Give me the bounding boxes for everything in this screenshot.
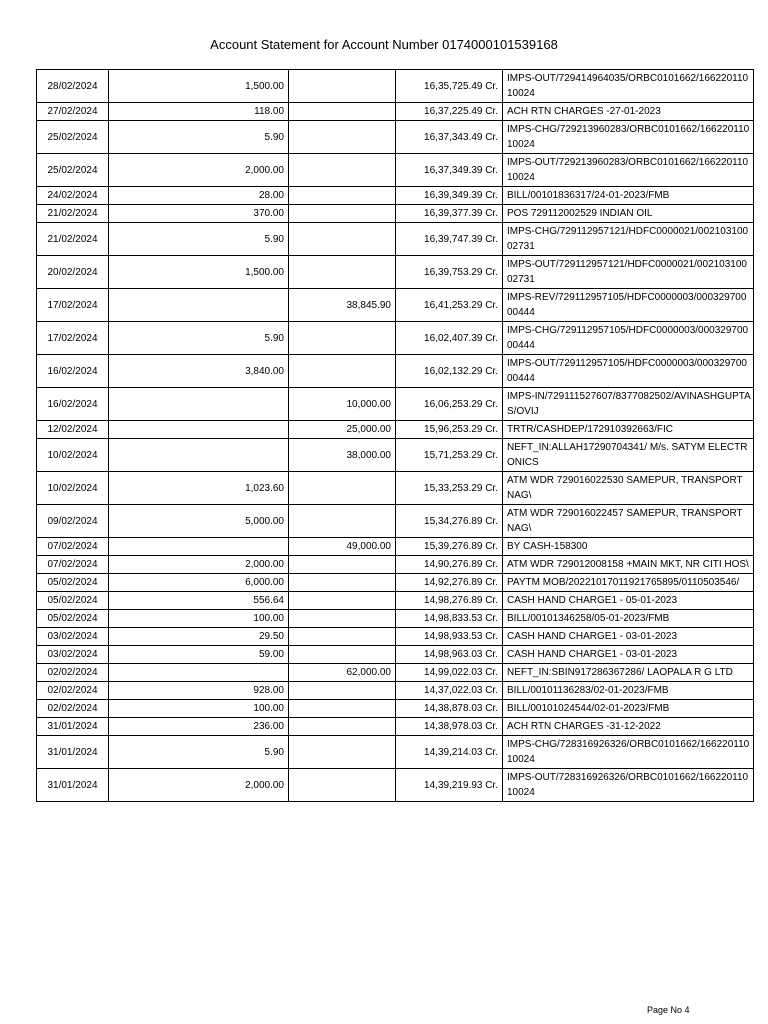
table-row [37,472,754,505]
date-cell: 07/02/2024 [37,538,109,556]
withdrawal-cell: 5.90 [109,223,289,256]
description-cell: NEFT_IN:ALLAH17290704341/ M/s. SATYM ELECTRONICS [503,439,754,472]
description-cell: BILL/00101346258/05-01-2023/FMB [503,610,754,628]
description-cell: ATM WDR 729016022530 SAMEPUR, TRANSPORT NAG\ [503,472,754,505]
table-row [37,439,754,472]
table-row [37,121,754,154]
description-cell: ACH RTN CHARGES -27-01-2023 [503,103,754,121]
table-row [37,256,754,289]
withdrawal-cell [109,289,289,322]
table-row [37,322,754,355]
description-cell: IMPS-IN/729111527607/8377082502/AVINASHGUPTAS/OVIJ [503,388,754,421]
balance-cell: 14,39,214.03 Cr. [396,736,503,769]
description-cell: NEFT_IN:SBIN917286367286/ LAOPALA R G LTD [503,664,754,682]
description-cell: CASH HAND CHARGE1 - 03-01-2023 [503,628,754,646]
date-cell: 12/02/2024 [37,421,109,439]
date-cell: 28/02/2024 [37,70,109,103]
balance-cell: 14,98,833.53 Cr. [396,610,503,628]
deposit-cell [289,355,396,388]
table-row [37,700,754,718]
description-cell: IMPS-CHG/728316926326/ORBC0101662/16622011010024 [503,736,754,769]
withdrawal-cell: 1,500.00 [109,256,289,289]
table-row [37,628,754,646]
withdrawal-cell: 3,840.00 [109,355,289,388]
date-cell: 07/02/2024 [37,556,109,574]
balance-cell: 15,34,276.89 Cr. [396,505,503,538]
date-cell: 02/02/2024 [37,682,109,700]
balance-cell: 14,90,276.89 Cr. [396,556,503,574]
balance-cell: 15,71,253.29 Cr. [396,439,503,472]
description-cell: IMPS-OUT/728316926326/ORBC0101662/16622011010024 [503,769,754,802]
withdrawal-cell [109,421,289,439]
deposit-cell: 38,000.00 [289,439,396,472]
table-row [37,70,754,103]
withdrawal-cell: 370.00 [109,205,289,223]
deposit-cell [289,736,396,769]
balance-cell: 16,39,377.39 Cr. [396,205,503,223]
withdrawal-cell: 5.90 [109,736,289,769]
withdrawal-cell: 59.00 [109,646,289,664]
table-row [37,205,754,223]
balance-cell: 15,33,253.29 Cr. [396,472,503,505]
date-cell: 21/02/2024 [37,223,109,256]
description-cell: CASH HAND CHARGE1 - 05-01-2023 [503,592,754,610]
table-row [37,769,754,802]
deposit-cell [289,556,396,574]
withdrawal-cell: 928.00 [109,682,289,700]
deposit-cell [289,223,396,256]
deposit-cell [289,103,396,121]
withdrawal-cell: 1,023.60 [109,472,289,505]
balance-cell: 16,39,753.29 Cr. [396,256,503,289]
withdrawal-cell: 556.64 [109,592,289,610]
description-cell: IMPS-OUT/729213960283/ORBC0101662/16622011010024 [503,154,754,187]
balance-cell: 14,38,878.03 Cr. [396,700,503,718]
withdrawal-cell [109,439,289,472]
withdrawal-cell: 100.00 [109,700,289,718]
balance-cell: 16,39,349.39 Cr. [396,187,503,205]
deposit-cell [289,154,396,187]
deposit-cell [289,205,396,223]
balance-cell: 16,39,747.39 Cr. [396,223,503,256]
date-cell: 20/02/2024 [37,256,109,289]
date-cell: 31/01/2024 [37,736,109,769]
withdrawal-cell: 2,000.00 [109,556,289,574]
description-cell: ATM WDR 729016022457 SAMEPUR, TRANSPORT NAG\ [503,505,754,538]
description-cell: BILL/00101024544/02-01-2023/FMB [503,700,754,718]
withdrawal-cell: 6,000.00 [109,574,289,592]
deposit-cell [289,505,396,538]
description-cell: IMPS-CHG/729213960283/ORBC0101662/16622011010024 [503,121,754,154]
table-row [37,421,754,439]
date-cell: 24/02/2024 [37,187,109,205]
deposit-cell: 38,845.90 [289,289,396,322]
deposit-cell [289,187,396,205]
deposit-cell: 49,000.00 [289,538,396,556]
deposit-cell: 62,000.00 [289,664,396,682]
description-cell: ATM WDR 729012008158 +MAIN MKT, NR CITI HOS\ [503,556,754,574]
balance-cell: 14,39,219.93 Cr. [396,769,503,802]
description-cell: IMPS-OUT/729112957105/HDFC0000003/00032970000444 [503,355,754,388]
balance-cell: 16,02,132.29 Cr. [396,355,503,388]
date-cell: 16/02/2024 [37,388,109,421]
deposit-cell [289,322,396,355]
description-cell: IMPS-REV/729112957105/HDFC0000003/00032970000444 [503,289,754,322]
description-cell: POS 729112002529 INDIAN OIL [503,205,754,223]
description-cell: TRTR/CASHDEP/172910392663/FIC [503,421,754,439]
balance-cell: 15,39,276.89 Cr. [396,538,503,556]
description-cell: IMPS-CHG/729112957121/HDFC0000021/00210310002731 [503,223,754,256]
deposit-cell [289,472,396,505]
table-row [37,574,754,592]
deposit-cell [289,646,396,664]
date-cell: 17/02/2024 [37,289,109,322]
withdrawal-cell: 5.90 [109,121,289,154]
date-cell: 21/02/2024 [37,205,109,223]
date-cell: 02/02/2024 [37,664,109,682]
statement-title: Account Statement for Account Number 0174000101539168 [210,37,558,52]
table-row [37,103,754,121]
transactions-body [37,70,754,802]
deposit-cell [289,256,396,289]
table-row [37,718,754,736]
balance-cell: 16,02,407.39 Cr. [396,322,503,355]
balance-cell: 14,37,022.03 Cr. [396,682,503,700]
withdrawal-cell: 118.00 [109,103,289,121]
description-cell: PAYTM MOB/20221017011921765895/0110503546/ [503,574,754,592]
deposit-cell [289,121,396,154]
date-cell: 17/02/2024 [37,322,109,355]
date-cell: 05/02/2024 [37,574,109,592]
withdrawal-cell: 28.00 [109,187,289,205]
table-row [37,610,754,628]
table-row [37,538,754,556]
balance-cell: 14,38,978.03 Cr. [396,718,503,736]
table-row [37,289,754,322]
date-cell: 27/02/2024 [37,103,109,121]
date-cell: 10/02/2024 [37,472,109,505]
withdrawal-cell: 100.00 [109,610,289,628]
balance-cell: 16,37,343.49 Cr. [396,121,503,154]
description-cell: CASH HAND CHARGE1 - 03-01-2023 [503,646,754,664]
deposit-cell [289,682,396,700]
deposit-cell: 10,000.00 [289,388,396,421]
table-row [37,154,754,187]
balance-cell: 16,41,253.29 Cr. [396,289,503,322]
table-row [37,505,754,538]
withdrawal-cell: 2,000.00 [109,154,289,187]
balance-cell: 16,35,725.49 Cr. [396,70,503,103]
balance-cell: 14,98,963.03 Cr. [396,646,503,664]
withdrawal-cell [109,388,289,421]
description-cell: BILL/00101136283/02-01-2023/FMB [503,682,754,700]
balance-cell: 15,96,253.29 Cr. [396,421,503,439]
balance-cell: 14,99,022.03 Cr. [396,664,503,682]
table-row [37,223,754,256]
deposit-cell [289,592,396,610]
date-cell: 16/02/2024 [37,355,109,388]
description-cell: ACH RTN CHARGES -31-12-2022 [503,718,754,736]
description-cell: IMPS-OUT/729112957121/HDFC0000021/00210310002731 [503,256,754,289]
date-cell: 25/02/2024 [37,121,109,154]
deposit-cell [289,769,396,802]
balance-cell: 14,92,276.89 Cr. [396,574,503,592]
withdrawal-cell: 236.00 [109,718,289,736]
date-cell: 31/01/2024 [37,769,109,802]
table-row [37,355,754,388]
date-cell: 10/02/2024 [37,439,109,472]
deposit-cell [289,70,396,103]
table-row [37,736,754,769]
page-number: Page No 4 [647,1005,690,1015]
withdrawal-cell [109,664,289,682]
date-cell: 31/01/2024 [37,718,109,736]
deposit-cell [289,628,396,646]
withdrawal-cell [109,538,289,556]
description-cell: IMPS-OUT/729414964035/ORBC0101662/16622011010024 [503,70,754,103]
table-row [37,187,754,205]
date-cell: 03/02/2024 [37,646,109,664]
date-cell: 05/02/2024 [37,592,109,610]
balance-cell: 16,37,349.39 Cr. [396,154,503,187]
table-row [37,592,754,610]
balance-cell: 16,37,225.49 Cr. [396,103,503,121]
withdrawal-cell: 5.90 [109,322,289,355]
deposit-cell: 25,000.00 [289,421,396,439]
table-row [37,646,754,664]
deposit-cell [289,718,396,736]
withdrawal-cell: 2,000.00 [109,769,289,802]
description-cell: BY CASH-158300 [503,538,754,556]
withdrawal-cell: 1,500.00 [109,70,289,103]
date-cell: 09/02/2024 [37,505,109,538]
description-cell: IMPS-CHG/729112957105/HDFC0000003/00032970000444 [503,322,754,355]
deposit-cell [289,700,396,718]
date-cell: 03/02/2024 [37,628,109,646]
date-cell: 05/02/2024 [37,610,109,628]
description-cell: BILL/00101836317/24-01-2023/FMB [503,187,754,205]
deposit-cell [289,574,396,592]
date-cell: 02/02/2024 [37,700,109,718]
withdrawal-cell: 29.50 [109,628,289,646]
balance-cell: 14,98,276.89 Cr. [396,592,503,610]
transactions-table [36,69,754,802]
balance-cell: 14,98,933.53 Cr. [396,628,503,646]
deposit-cell [289,610,396,628]
withdrawal-cell: 5,000.00 [109,505,289,538]
balance-cell: 16,06,253.29 Cr. [396,388,503,421]
table-row [37,682,754,700]
table-row [37,388,754,421]
date-cell: 25/02/2024 [37,154,109,187]
table-row [37,556,754,574]
table-row [37,664,754,682]
